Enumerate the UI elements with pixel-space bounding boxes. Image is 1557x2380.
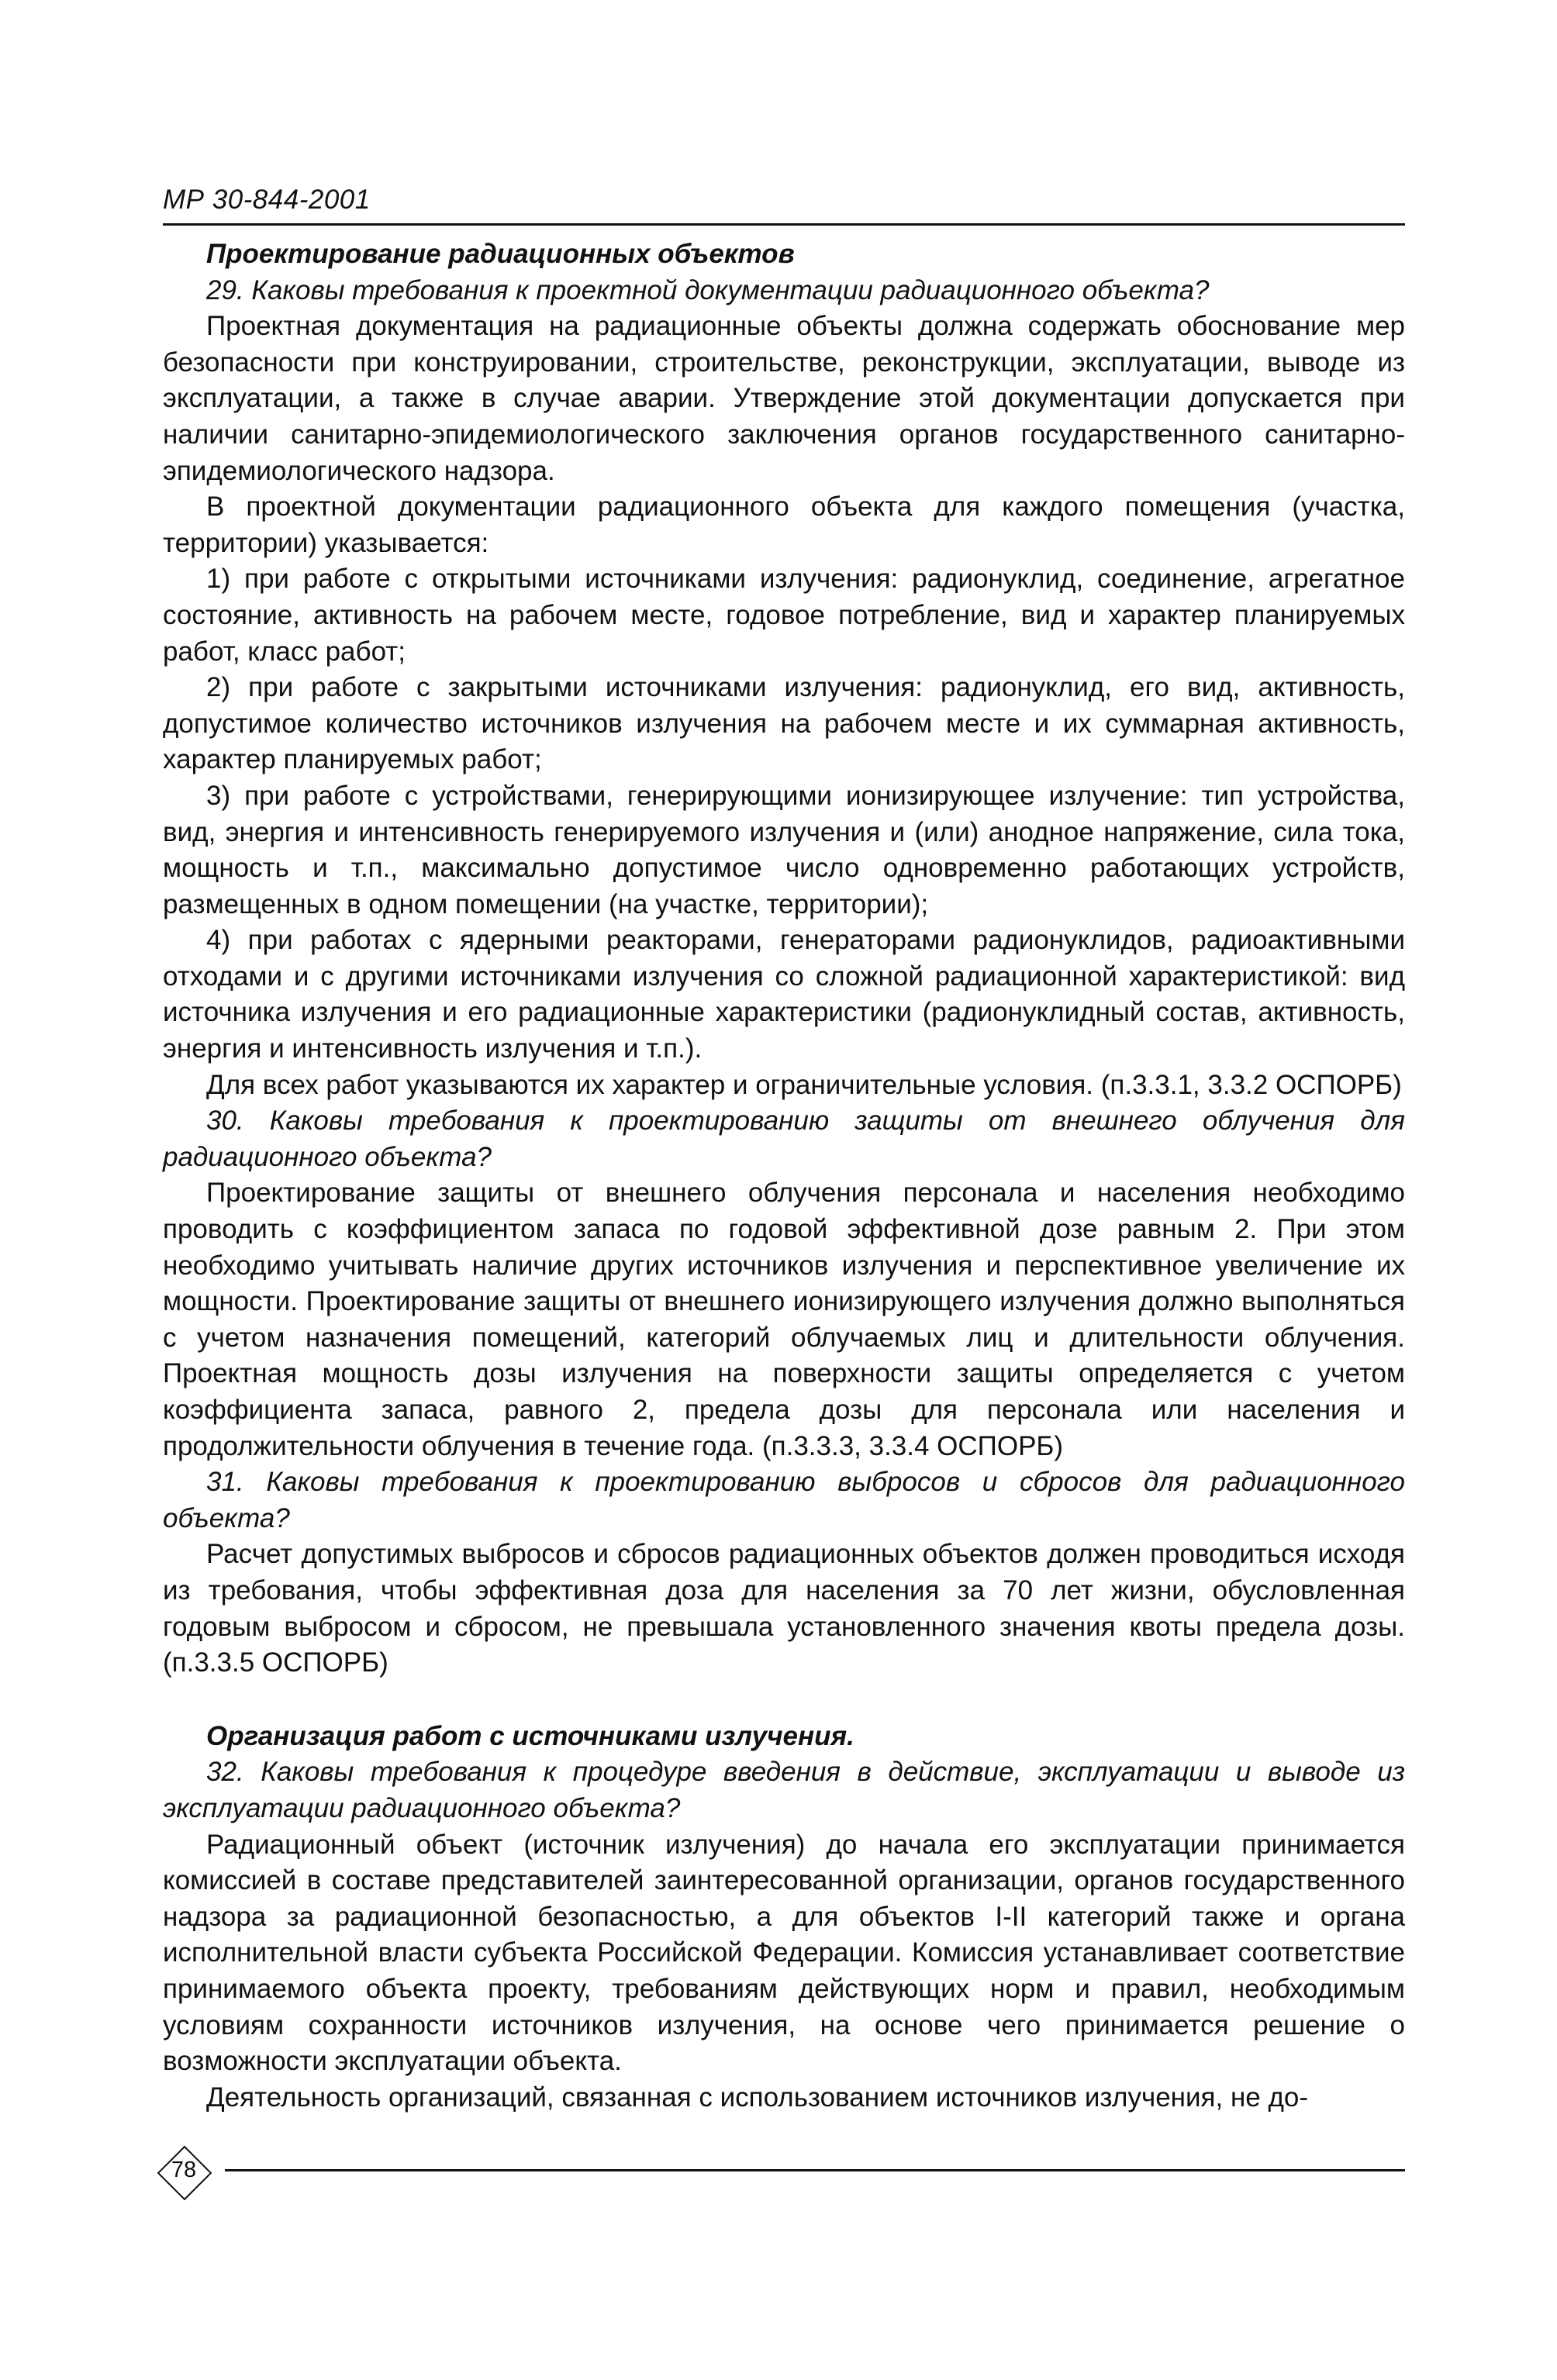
section-heading: Организация работ с источниками излучения. <box>206 1720 854 1751</box>
question-29: 29. Каковы требования к проектной документации радиационного объекта? <box>206 274 1210 305</box>
header-rule <box>163 223 1405 226</box>
question-30: 30. Каковы требования к проектированию защиты от внешнего облучения для радиационного объекта? <box>163 1105 1405 1172</box>
body-paragraph: В проектной документации радиационного объекта для каждого помещения (участка, территории) указывается: <box>163 492 1405 558</box>
page-number-badge <box>159 2147 209 2197</box>
body-paragraph: Проектирование защиты от внешнего облучения персонала и населения необходимо проводить с коэффициентом запаса по годовой эффективной дозе равным 2. При этом необходимо учитывать наличие других источников излучения и перспективное увеличение их мощности. Проектирование защиты от внешнего ионизирующего излучения должно выполняться с учетом назначения помещений, категорий облучаемых лиц и длительности облучения. Проектная мощность дозы излучения на поверхности защиты определяется с учетом коэффициента запаса, равного 2, предела дозы для персонала или населения и продолжительности облучения в течение года. (п.3.3.3, 3.3.4 ОСПОРБ) <box>163 1178 1405 1461</box>
body-paragraph: Для всех работ указываются их характер и ограничительные условия. (п.3.3.1, 3.3.2 ОСПОРБ) <box>206 1069 1402 1100</box>
list-item-2: 2) при работе с закрытыми источниками излучения: радионуклид, его вид, активность, допустимое количество источников излучения на рабочем месте и их суммарная активность, характер планируемых работ; <box>163 672 1405 775</box>
page-number: 78 <box>171 2158 197 2182</box>
body-paragraph: Радиационный объект (источник излучения) до начала его эксплуатации принимается комиссией в составе представителей заинтересованной организации, органов государственного надзора за радиационной безопасностью, а для объектов I-II категорий также и органа исполнительной власти субъекта Российской Федерации. Комиссия устанавливает соответствие принимаемого объекта проекту, требованиям действующих норм и правил, необходимым условиям сохранности источников излучения, на основе чего принимается решение о возможности эксплуатации объекта. <box>163 1829 1405 2077</box>
body-paragraph: Проектная документация на радиационные объекты должна содержать обоснование мер безопасности при конструировании, строительстве, реконструкции, эксплуатации, выводе из эксплуатации, а также в случае аварии. Утверждение этой документации допускается при наличии санитарно-эпидемиологического заключения органов государственного санитарно-эпидемиологического надзора. <box>163 311 1405 486</box>
question-32: 32. Каковы требования к процедуре введения в действие, эксплуатации и выводе из эксплуатации радиационного объекта? <box>163 1757 1405 1823</box>
text-column <box>163 236 1405 2116</box>
list-item-3: 3) при работе с устройствами, генерирующими ионизирующее излучение: тип устройства, вид, энергия и интенсивность генерируемого излучения и (или) анодное напряжение, сила тока, мощность и т.п., максимально допустимое число одновременно работающих устройств, размещенных в одном помещении (на участке, территории); <box>163 780 1405 919</box>
body-paragraph: Расчет допустимых выбросов и сбросов радиационных объектов должен проводиться исходя из требования, чтобы эффективная доза для населения за 70 лет жизни, обусловленная годовым выбросом и сбросом, не превышала установленного значения квоты предела дозы. (п.3.3.5 ОСПОРБ) <box>163 1539 1405 1678</box>
footer-rule <box>225 2169 1405 2171</box>
list-item-1: 1) при работе с открытыми источниками излучения: радионуклид, соединение, агрегатное состояние, активность на рабочем месте, годовое потребление, вид и характер планируемых работ, класс работ; <box>163 564 1405 667</box>
question-31: 31. Каковы требования к проектированию выбросов и сбросов для радиационного объекта? <box>163 1467 1405 1533</box>
body-paragraph: Деятельность организаций, связанная с использованием источников излучения, не до- <box>206 2082 1309 2113</box>
list-item-4: 4) при работах с ядерными реакторами, генераторами радионуклидов, радиоактивными отходами и с другими источниками излучения со сложной радиационной характеристикой: вид источника излучения и его радиационные характеристики (радионуклидный состав, активность, энергия и интенсивность излучения и т.п.). <box>163 925 1405 1064</box>
document-id: МР 30-844-2001 <box>163 185 371 215</box>
section-heading: Проектирование радиационных объектов <box>206 239 795 269</box>
